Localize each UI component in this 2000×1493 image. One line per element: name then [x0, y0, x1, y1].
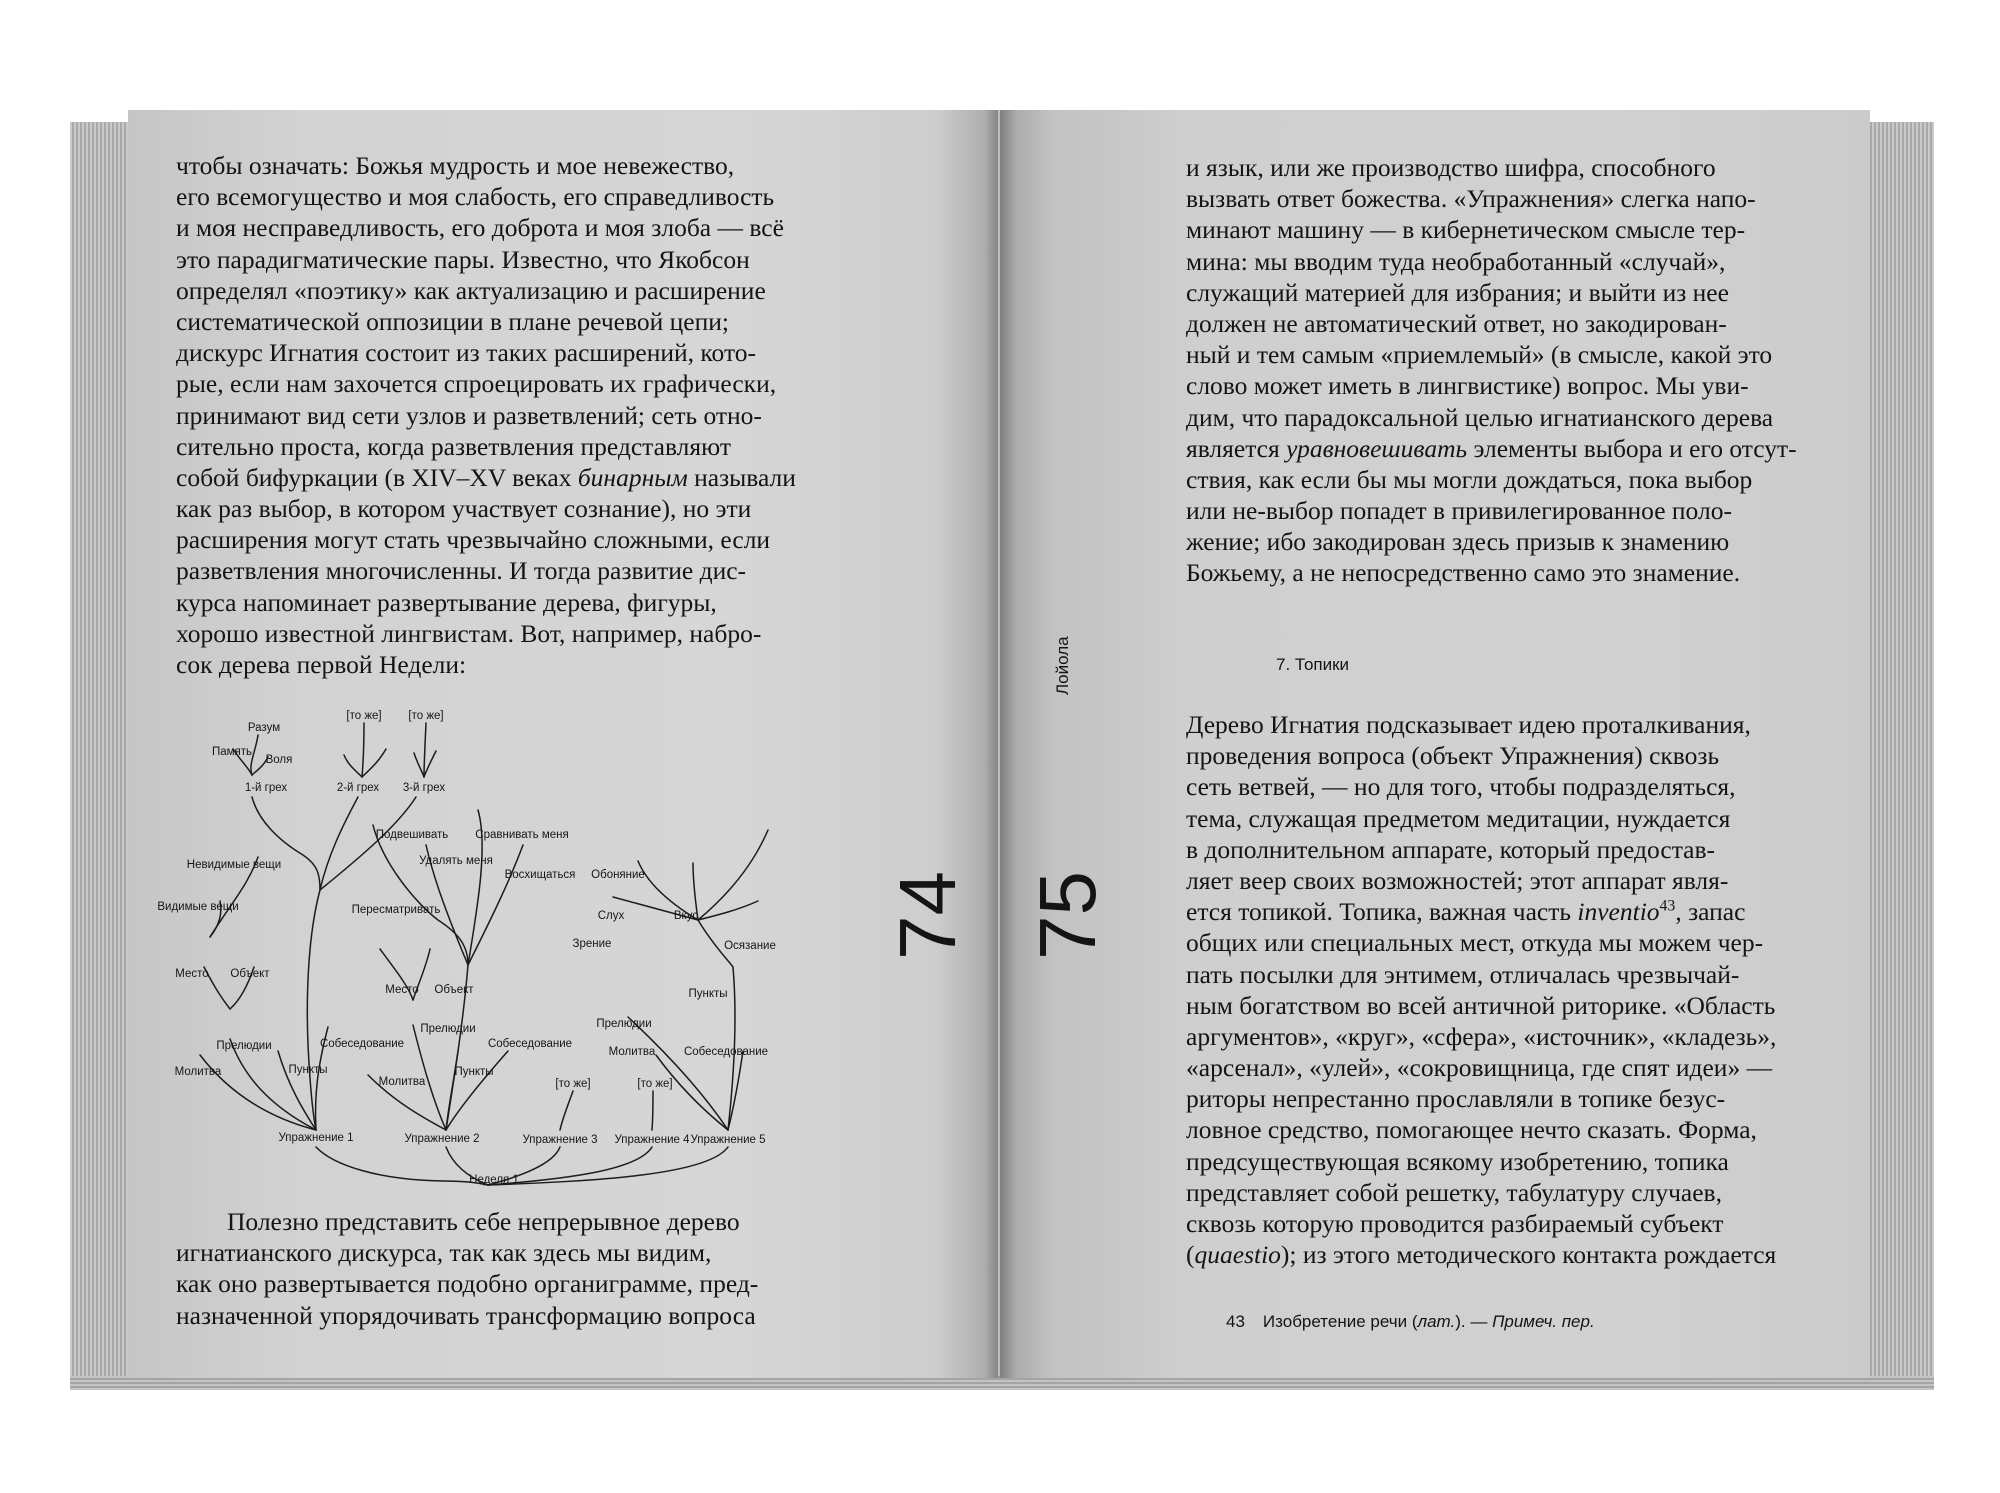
branch: [307, 890, 320, 1130]
tree-label: Пункты: [454, 1066, 494, 1078]
tree-label: Неделя 1: [469, 1174, 519, 1186]
tree-label: Молитва: [378, 1076, 426, 1088]
footnote-text: Изобретение речи (лат.). — Примеч. пер.: [1262, 1312, 1595, 1331]
text-line: сок дерева первой Недели:: [176, 650, 467, 679]
text-line: ляет веер своих возможностей; этот аппарат явля-: [1186, 865, 1729, 895]
tree-label: Объект: [230, 968, 270, 980]
branch: [424, 723, 426, 777]
text-line: ловное средство, помогающее нечто сказать. Форма,: [1186, 1115, 1757, 1145]
text-line: вызвать ответ божества. «Упражнения» слегка напо-: [1186, 184, 1756, 214]
text-line: «арсенал», «улей», «сокровищница, где спят идеи» —: [1186, 1053, 1773, 1083]
tree-label: Подвешивать: [375, 829, 449, 841]
text-line: разветвления многочисленны. И тогда развитие дис-: [176, 556, 747, 586]
text-line: курса напоминает развертывание дерева, фигуры,: [176, 587, 717, 617]
tree-label: Осязание: [724, 940, 776, 952]
text-line: тема, служащая предметом медитации, нуждается: [1186, 803, 1731, 833]
text-line: и язык, или же производство шифра, способного: [1186, 153, 1716, 182]
tree-label: Невидимые вещи: [186, 859, 282, 871]
tree-label: Упражнение 4: [614, 1134, 690, 1146]
text-line: и моя несправедливость, его доброта и моя злоба — всё: [176, 213, 784, 243]
text-line: как оно развертывается подобно органиграмме, пред-: [176, 1269, 759, 1299]
tree-label: Пересматривать: [351, 904, 441, 916]
tree-label: Пункты: [288, 1064, 328, 1076]
text-line: мина: мы вводим туда необработанный «случай»,: [1186, 246, 1726, 276]
running-head: Лойола: [1053, 636, 1072, 695]
tree-label: Молитва: [608, 1046, 656, 1058]
book-gutter: [984, 110, 1016, 1378]
branch: [628, 1017, 728, 1130]
text-line: ствия, как если бы мы могли дождаться, пока выбор: [1186, 464, 1753, 494]
text-line: ный и тем самым «приемлемый» (в смысле, какой это: [1186, 340, 1773, 370]
tree-label: Воля: [265, 754, 293, 766]
tree-label: Видимые вещи: [157, 901, 239, 913]
tree-label: Память: [211, 746, 253, 758]
text-line: проведения вопроса (объект Упражнения) сквозь: [1186, 741, 1720, 771]
branch: [728, 1051, 743, 1130]
text-line: как раз выбор, в котором участвует сознание), но эти: [176, 494, 752, 524]
text-line: ется топикой. Топика, важная часть inventio$^{43}$, запас: [1186, 897, 1746, 927]
text-line: Божьему, а не непосредственно само это знамение.: [1186, 558, 1741, 588]
branch: [230, 1039, 316, 1130]
page-number-right: 75: [1023, 871, 1112, 960]
tree-label: Разум: [247, 722, 281, 734]
tree-label: Упражнение 1: [278, 1132, 354, 1144]
tree-label: Место: [385, 984, 419, 996]
tree-label: Место: [175, 968, 209, 980]
branch: [446, 1051, 458, 1130]
tree-label: Прелюдии: [596, 1018, 652, 1030]
text-line: в дополнительном аппарате, который предостав-: [1186, 834, 1716, 864]
tree-label: Упражнение 3: [522, 1134, 598, 1146]
right-page-text-bottom: [1186, 709, 1776, 1270]
tree-label: Прелюдии: [420, 1023, 476, 1035]
text-line: собой бифуркации (в XIV–XV веках бинарным называли: [176, 462, 796, 492]
branch: [698, 901, 758, 920]
tree-label: Зрение: [572, 938, 612, 950]
text-line: дискурс Игнатия состоит из таких расширений, кото-: [176, 338, 756, 368]
tree-label: Собеседование: [487, 1038, 573, 1050]
branch: [373, 825, 468, 965]
text-line: представляет собой решетку, табулатуру случаев,: [1186, 1177, 1722, 1207]
tree-label: [то же]: [555, 1078, 591, 1090]
text-line: его всемогущество и моя слабость, его справедливость: [176, 182, 775, 212]
text-line: жение; ибо закодирован здесь призыв к знамению: [1186, 527, 1730, 557]
right-page-text-top: [1186, 152, 1797, 589]
tree-diagram-svg: [157, 705, 788, 1195]
text-line: риторы непрестанно прославляли в топике безус-: [1186, 1084, 1726, 1114]
tree-label: 1-й грех: [244, 782, 288, 794]
tree-label: Вкус: [673, 910, 699, 922]
text-line: предсуществующая всякому изобретению, топика: [1186, 1146, 1729, 1176]
text-line: хорошо известной лингвистам. Вот, например, набро-: [176, 618, 762, 648]
text-line: дим, что парадоксальной целью игнатианского дерева: [1186, 402, 1774, 432]
text-line: минают машину — в кибернетическом смысле тер-: [1186, 215, 1746, 245]
tree-label: Упражнение 2: [404, 1133, 480, 1145]
tree-label: 2-й грех: [336, 782, 380, 794]
branch: [652, 1091, 653, 1130]
footnote: [1226, 1312, 1595, 1332]
bottom-page-edges: [70, 1376, 1934, 1390]
first-week-tree-diagram: [157, 705, 788, 1195]
tree-label: Слух: [597, 910, 625, 922]
branch: [362, 749, 386, 777]
text-line: Дерево Игнатия подсказывает идею проталкивания,: [1186, 710, 1751, 739]
branch: [344, 755, 362, 777]
section-heading: 7. Топики: [1276, 655, 1350, 674]
text-line: принимают вид сети узлов и разветвлений; сеть отно-: [176, 400, 762, 430]
text-line: сительно проста, когда разветвления представляют: [176, 431, 731, 461]
branch: [446, 1051, 508, 1130]
text-line: сквозь которую проводится разбираемый субъект: [1186, 1209, 1724, 1238]
branch: [252, 797, 320, 890]
tree-label: Удалять меня: [419, 855, 493, 867]
branch: [560, 1091, 573, 1130]
text-line: аргументов», «круг», «сфера», «источник», «кладезь»,: [1186, 1021, 1777, 1051]
branch: [698, 830, 768, 920]
branch: [414, 753, 424, 777]
text-line: (quaestio); из этого методического контакта рождается: [1186, 1240, 1777, 1270]
page-number-left: 74: [883, 871, 972, 960]
branch: [488, 1147, 728, 1185]
right-page-edges: [1860, 122, 1934, 1388]
text-line: систематической оппозиции в плане речевой цепи;: [176, 306, 729, 336]
branch: [362, 723, 364, 777]
text-line: расширения могут стать чрезвычайно сложными, если: [176, 525, 771, 555]
footnote-number: 43: [1226, 1312, 1245, 1331]
tree-label: [то же]: [637, 1078, 673, 1090]
tree-label: 3-й грех: [402, 782, 446, 794]
tree-label: Объект: [434, 984, 474, 996]
tree-labels: [157, 710, 776, 1186]
text-line: является уравновешивать элементы выбора и его отсут-: [1186, 433, 1797, 463]
tree-label: [то же]: [408, 710, 444, 722]
text-line: сеть ветвей, — но для того, чтобы подразделяться,: [1186, 772, 1736, 802]
text-line: определял «поэтику» как актуализацию и расширение: [176, 275, 766, 305]
tree-label: Молитва: [174, 1066, 222, 1078]
tree-label: Восхищаться: [504, 869, 576, 881]
text-line: чтобы означать: Божья мудрость и мое невежество,: [176, 151, 735, 180]
tree-label: Собеседование: [319, 1038, 405, 1050]
tree-label: Собеседование: [683, 1046, 769, 1058]
tree-label: Упражнение 5: [690, 1134, 766, 1146]
left-page-text-top: [176, 150, 796, 680]
left-page-text-bottom: [176, 1206, 758, 1331]
text-line: назначенной упорядочивать трансформацию вопроса: [176, 1300, 756, 1330]
text-line: должен не автоматический ответ, но закодирован-: [1186, 308, 1727, 338]
text-line: или не-выбор попадет в привилегированное поло-: [1186, 496, 1732, 526]
tree-label: Обоняние: [591, 869, 645, 881]
text-line: слово может иметь в лингвистике) вопрос. Мы уви-: [1186, 371, 1749, 401]
text-line: игнатианского дискурса, так как здесь мы видим,: [176, 1238, 712, 1268]
tree-label: Сравнивать меня: [475, 829, 569, 841]
text-line: общих или специальных мест, откуда мы можем чер-: [1186, 928, 1764, 958]
text-line: Полезно представить себе непрерывное дерево: [176, 1207, 740, 1236]
text-line: ным богатством во всей античной риторике. «Область: [1186, 990, 1776, 1020]
text-line: это парадигматические пары. Известно, что Якобсон: [176, 244, 750, 274]
tree-label: [то же]: [346, 710, 382, 722]
tree-label: Прелюдии: [216, 1040, 272, 1052]
text-line: служащий материей для избрания; и выйти из нее: [1186, 277, 1729, 307]
branch: [316, 1147, 488, 1185]
tree-label: Пункты: [688, 988, 728, 1000]
branch: [320, 797, 416, 890]
branch: [424, 751, 436, 777]
text-line: пать посылки для энтимем, отличалась чрезвычай-: [1186, 959, 1740, 989]
branch: [656, 1055, 728, 1130]
text-line: рые, если нам захочется спроецировать их графически,: [176, 369, 777, 399]
branch: [320, 797, 358, 890]
